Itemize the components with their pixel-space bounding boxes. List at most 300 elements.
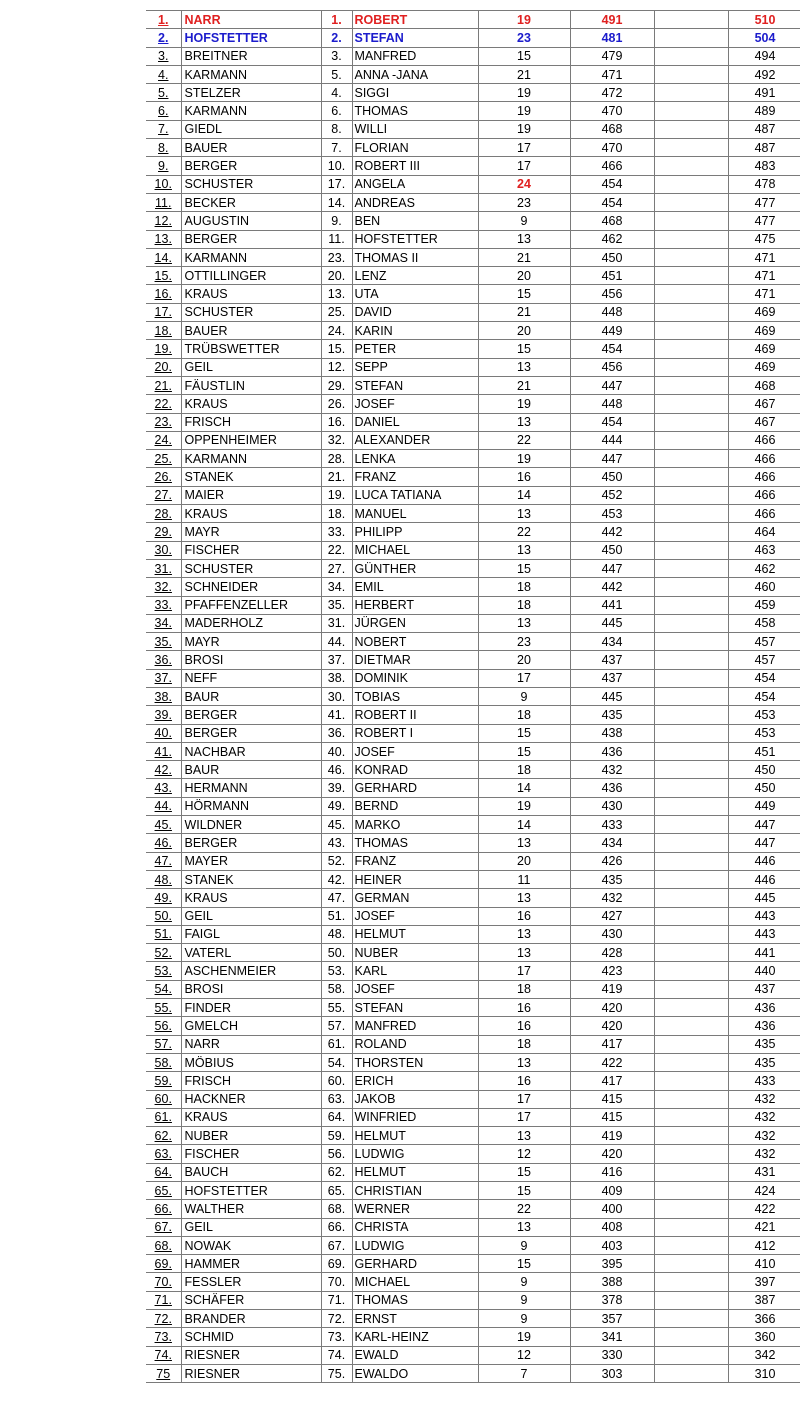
- total-cell: 421: [728, 1218, 800, 1236]
- table-row: [146, 1236, 800, 1254]
- rank-cell: [146, 376, 181, 394]
- first-name-cell: HERBERT: [352, 596, 478, 614]
- first-name-cell: MANFRED: [352, 1017, 478, 1035]
- score-b-cell: 438: [570, 724, 654, 742]
- last-name-cell: BECKER: [181, 193, 321, 211]
- score-a-cell: 20: [478, 651, 570, 669]
- last-name-cell: GIEDL: [181, 120, 321, 138]
- score-b-cell: 420: [570, 1017, 654, 1035]
- table-row: [146, 431, 800, 449]
- first-name-cell: ROBERT I: [352, 724, 478, 742]
- rank-cell: [146, 852, 181, 870]
- total-cell: 432: [728, 1108, 800, 1126]
- rank-cell: [146, 322, 181, 340]
- table-row: [146, 761, 800, 779]
- first-name-cell: HEINER: [352, 870, 478, 888]
- rank-cell: [146, 431, 181, 449]
- score-a-cell: 15: [478, 1182, 570, 1200]
- last-name-cell: KARMANN: [181, 65, 321, 83]
- score-b-cell: 481: [570, 29, 654, 47]
- rank-label: 18.: [154, 323, 172, 338]
- first-name-cell: MANFRED: [352, 47, 478, 65]
- table-row: [146, 267, 800, 285]
- score-b-cell: 422: [570, 1053, 654, 1071]
- score-b-cell: 448: [570, 303, 654, 321]
- total-cell: 492: [728, 65, 800, 83]
- rank-label: 19.: [154, 341, 172, 356]
- first-name-cell: DIETMAR: [352, 651, 478, 669]
- first-name-cell: DOMINIK: [352, 669, 478, 687]
- score-b-cell: 437: [570, 669, 654, 687]
- rank-label: 14.: [154, 250, 172, 265]
- last-name-cell: KARMANN: [181, 248, 321, 266]
- score-b-cell: 442: [570, 523, 654, 541]
- total-cell: 453: [728, 724, 800, 742]
- start-number-cell: 58.: [321, 980, 352, 998]
- rank-label: 7.: [158, 122, 169, 137]
- score-b-cell: 420: [570, 1145, 654, 1163]
- score-a-cell: 23: [478, 633, 570, 651]
- rank-cell: [146, 157, 181, 175]
- score-a-cell: 19: [478, 120, 570, 138]
- last-name-cell: GEIL: [181, 358, 321, 376]
- rank-cell: [146, 358, 181, 376]
- last-name-cell: KARMANN: [181, 450, 321, 468]
- rank-cell: [146, 1035, 181, 1053]
- score-a-cell: 18: [478, 1035, 570, 1053]
- last-name-cell: BERGER: [181, 724, 321, 742]
- first-name-cell: CHRISTA: [352, 1218, 478, 1236]
- rank-label: 33.: [154, 598, 172, 613]
- score-b-cell: 437: [570, 651, 654, 669]
- score-a-cell: 15: [478, 1163, 570, 1181]
- table-row: [146, 102, 800, 120]
- table-row: [146, 1090, 800, 1108]
- rank-label: 3.: [158, 49, 169, 64]
- rank-cell: [146, 1328, 181, 1346]
- start-number-cell: 10.: [321, 157, 352, 175]
- rank-label: 43.: [154, 781, 172, 796]
- last-name-cell: NEFF: [181, 669, 321, 687]
- last-name-cell: BRANDER: [181, 1310, 321, 1328]
- rank-label: 51.: [154, 927, 172, 942]
- start-number-cell: 12.: [321, 358, 352, 376]
- table-row: [146, 559, 800, 577]
- first-name-cell: LENZ: [352, 267, 478, 285]
- rank-cell: [146, 834, 181, 852]
- rank-label: 16.: [154, 287, 172, 302]
- rank-cell: [146, 523, 181, 541]
- start-number-cell: 25.: [321, 303, 352, 321]
- empty-cell: [654, 1255, 728, 1273]
- last-name-cell: OTTILLINGER: [181, 267, 321, 285]
- table-row: [146, 322, 800, 340]
- total-cell: 440: [728, 962, 800, 980]
- start-number-cell: 72.: [321, 1310, 352, 1328]
- last-name-cell: BAUR: [181, 761, 321, 779]
- score-a-cell: 20: [478, 267, 570, 285]
- rank-cell: [146, 596, 181, 614]
- rank-label: 50.: [154, 909, 172, 924]
- score-a-cell: 21: [478, 248, 570, 266]
- rank-label: 25.: [154, 451, 172, 466]
- last-name-cell: ASCHENMEIER: [181, 962, 321, 980]
- total-cell: 466: [728, 431, 800, 449]
- score-a-cell: 15: [478, 742, 570, 760]
- last-name-cell: SCHÄFER: [181, 1291, 321, 1309]
- score-b-cell: 468: [570, 120, 654, 138]
- first-name-cell: EMIL: [352, 578, 478, 596]
- empty-cell: [654, 980, 728, 998]
- start-number-cell: 49.: [321, 797, 352, 815]
- last-name-cell: NOWAK: [181, 1236, 321, 1254]
- start-number-cell: 35.: [321, 596, 352, 614]
- rank-cell: [146, 541, 181, 559]
- table-row: [146, 1072, 800, 1090]
- empty-cell: [654, 505, 728, 523]
- rank-cell: [146, 29, 181, 47]
- rank-cell: [146, 212, 181, 230]
- empty-cell: [654, 1236, 728, 1254]
- score-a-cell: 13: [478, 925, 570, 943]
- table-row: [146, 65, 800, 83]
- start-number-cell: 56.: [321, 1145, 352, 1163]
- first-name-cell: CHRISTIAN: [352, 1182, 478, 1200]
- rank-cell: [146, 1017, 181, 1035]
- score-b-cell: 451: [570, 267, 654, 285]
- table-row: [146, 11, 800, 29]
- rank-cell: [146, 779, 181, 797]
- table-row: [146, 212, 800, 230]
- score-b-cell: 445: [570, 687, 654, 705]
- last-name-cell: BERGER: [181, 230, 321, 248]
- rank-label: 10.: [154, 177, 172, 192]
- rank-label: 37.: [154, 671, 172, 686]
- score-a-cell: 19: [478, 102, 570, 120]
- total-cell: 435: [728, 1035, 800, 1053]
- table-row: [146, 742, 800, 760]
- rank-label: 11.: [155, 195, 172, 210]
- first-name-cell: MICHAEL: [352, 541, 478, 559]
- rank-cell: [146, 1218, 181, 1236]
- score-a-cell: 18: [478, 706, 570, 724]
- score-a-cell: 19: [478, 1328, 570, 1346]
- start-number-cell: 1.: [321, 11, 352, 29]
- first-name-cell: ANDREAS: [352, 193, 478, 211]
- last-name-cell: KRAUS: [181, 889, 321, 907]
- score-a-cell: 21: [478, 65, 570, 83]
- first-name-cell: ERNST: [352, 1310, 478, 1328]
- score-b-cell: 450: [570, 541, 654, 559]
- score-a-cell: 19: [478, 84, 570, 102]
- last-name-cell: FINDER: [181, 999, 321, 1017]
- start-number-cell: 14.: [321, 193, 352, 211]
- total-cell: 431: [728, 1163, 800, 1181]
- score-b-cell: 430: [570, 925, 654, 943]
- empty-cell: [654, 139, 728, 157]
- total-cell: 449: [728, 797, 800, 815]
- first-name-cell: JOSEF: [352, 742, 478, 760]
- score-b-cell: 447: [570, 376, 654, 394]
- score-a-cell: 13: [478, 1127, 570, 1145]
- rank-label: 6.: [158, 104, 169, 119]
- start-number-cell: 52.: [321, 852, 352, 870]
- empty-cell: [654, 816, 728, 834]
- rank-label: 61.: [154, 1110, 172, 1125]
- score-b-cell: 428: [570, 944, 654, 962]
- empty-cell: [654, 834, 728, 852]
- rank-cell: [146, 1364, 181, 1382]
- score-b-cell: 445: [570, 614, 654, 632]
- total-cell: 469: [728, 340, 800, 358]
- score-a-cell: 18: [478, 596, 570, 614]
- table-row: [146, 1291, 800, 1309]
- start-number-cell: 39.: [321, 779, 352, 797]
- rank-label: 36.: [154, 653, 172, 668]
- rank-cell: [146, 1200, 181, 1218]
- last-name-cell: GMELCH: [181, 1017, 321, 1035]
- empty-cell: [654, 651, 728, 669]
- score-a-cell: 15: [478, 340, 570, 358]
- table-row: [146, 944, 800, 962]
- first-name-cell: HELMUT: [352, 1127, 478, 1145]
- total-cell: 459: [728, 596, 800, 614]
- first-name-cell: THOMAS: [352, 102, 478, 120]
- total-cell: 436: [728, 1017, 800, 1035]
- empty-cell: [654, 706, 728, 724]
- score-b-cell: 470: [570, 102, 654, 120]
- first-name-cell: KARIN: [352, 322, 478, 340]
- total-cell: 412: [728, 1236, 800, 1254]
- table-row: [146, 1145, 800, 1163]
- empty-cell: [654, 1145, 728, 1163]
- first-name-cell: FLORIAN: [352, 139, 478, 157]
- first-name-cell: JAKOB: [352, 1090, 478, 1108]
- last-name-cell: KRAUS: [181, 395, 321, 413]
- rank-cell: [146, 1291, 181, 1309]
- rank-label: 23.: [154, 415, 172, 430]
- score-b-cell: 471: [570, 65, 654, 83]
- score-a-cell: 15: [478, 559, 570, 577]
- rank-label: 48.: [154, 872, 172, 887]
- empty-cell: [654, 1273, 728, 1291]
- rank-label: 2.: [158, 30, 169, 45]
- first-name-cell: ROBERT II: [352, 706, 478, 724]
- score-b-cell: 472: [570, 84, 654, 102]
- start-number-cell: 73.: [321, 1328, 352, 1346]
- score-b-cell: 417: [570, 1072, 654, 1090]
- start-number-cell: 50.: [321, 944, 352, 962]
- score-b-cell: 408: [570, 1218, 654, 1236]
- start-number-cell: 32.: [321, 431, 352, 449]
- last-name-cell: NACHBAR: [181, 742, 321, 760]
- rank-label: 57.: [154, 1037, 172, 1052]
- empty-cell: [654, 1182, 728, 1200]
- last-name-cell: BREITNER: [181, 47, 321, 65]
- rank-cell: [146, 889, 181, 907]
- last-name-cell: FISCHER: [181, 1145, 321, 1163]
- start-number-cell: 61.: [321, 1035, 352, 1053]
- empty-cell: [654, 1291, 728, 1309]
- empty-cell: [654, 248, 728, 266]
- table-row: [146, 193, 800, 211]
- score-a-cell: 20: [478, 852, 570, 870]
- table-row: [146, 834, 800, 852]
- table-row: [146, 870, 800, 888]
- empty-cell: [654, 999, 728, 1017]
- rank-label: 22.: [154, 396, 172, 411]
- start-number-cell: 48.: [321, 925, 352, 943]
- total-cell: 397: [728, 1273, 800, 1291]
- score-a-cell: 17: [478, 669, 570, 687]
- table-row: [146, 1346, 800, 1364]
- rank-cell: [146, 633, 181, 651]
- rank-cell: [146, 120, 181, 138]
- rank-cell: [146, 1346, 181, 1364]
- score-a-cell: 13: [478, 413, 570, 431]
- rank-cell: [146, 47, 181, 65]
- first-name-cell: SIGGI: [352, 84, 478, 102]
- score-b-cell: 419: [570, 980, 654, 998]
- score-a-cell: 15: [478, 724, 570, 742]
- total-cell: 457: [728, 633, 800, 651]
- table-row: [146, 925, 800, 943]
- table-row: [146, 999, 800, 1017]
- last-name-cell: SCHNEIDER: [181, 578, 321, 596]
- first-name-cell: LUCA TATIANA: [352, 486, 478, 504]
- table-row: [146, 285, 800, 303]
- rank-label: 30.: [154, 543, 172, 558]
- table-row: [146, 340, 800, 358]
- last-name-cell: KARMANN: [181, 102, 321, 120]
- last-name-cell: BAUCH: [181, 1163, 321, 1181]
- rank-cell: [146, 84, 181, 102]
- first-name-cell: WINFRIED: [352, 1108, 478, 1126]
- empty-cell: [654, 870, 728, 888]
- last-name-cell: BROSI: [181, 980, 321, 998]
- start-number-cell: 13.: [321, 285, 352, 303]
- total-cell: 435: [728, 1053, 800, 1071]
- start-number-cell: 16.: [321, 413, 352, 431]
- rank-label: 24.: [154, 433, 172, 448]
- rank-cell: [146, 651, 181, 669]
- start-number-cell: 42.: [321, 870, 352, 888]
- start-number-cell: 55.: [321, 999, 352, 1017]
- last-name-cell: HACKNER: [181, 1090, 321, 1108]
- table-row: [146, 1200, 800, 1218]
- table-row: [146, 1364, 800, 1382]
- table-row: [146, 303, 800, 321]
- table-row: [146, 395, 800, 413]
- total-cell: 489: [728, 102, 800, 120]
- table-row: [146, 1255, 800, 1273]
- last-name-cell: SCHUSTER: [181, 303, 321, 321]
- score-b-cell: 479: [570, 47, 654, 65]
- empty-cell: [654, 724, 728, 742]
- score-b-cell: 442: [570, 578, 654, 596]
- score-b-cell: 433: [570, 816, 654, 834]
- first-name-cell: EWALD: [352, 1346, 478, 1364]
- rank-cell: [146, 706, 181, 724]
- rank-cell: [146, 193, 181, 211]
- start-number-cell: 21.: [321, 468, 352, 486]
- last-name-cell: MAYR: [181, 523, 321, 541]
- first-name-cell: ERICH: [352, 1072, 478, 1090]
- total-cell: 491: [728, 84, 800, 102]
- first-name-cell: LUDWIG: [352, 1236, 478, 1254]
- start-number-cell: 71.: [321, 1291, 352, 1309]
- first-name-cell: HELMUT: [352, 1163, 478, 1181]
- last-name-cell: BERGER: [181, 834, 321, 852]
- empty-cell: [654, 230, 728, 248]
- first-name-cell: THOMAS: [352, 834, 478, 852]
- start-number-cell: 9.: [321, 212, 352, 230]
- first-name-cell: NUBER: [352, 944, 478, 962]
- rank-label: 21.: [154, 378, 172, 393]
- start-number-cell: 70.: [321, 1273, 352, 1291]
- score-b-cell: 415: [570, 1090, 654, 1108]
- score-b-cell: 454: [570, 193, 654, 211]
- first-name-cell: DANIEL: [352, 413, 478, 431]
- total-cell: 466: [728, 486, 800, 504]
- first-name-cell: MARKO: [352, 816, 478, 834]
- score-b-cell: 430: [570, 797, 654, 815]
- last-name-cell: FÄUSTLIN: [181, 376, 321, 394]
- first-name-cell: STEFAN: [352, 29, 478, 47]
- first-name-cell: GERHARD: [352, 1255, 478, 1273]
- last-name-cell: HÖRMANN: [181, 797, 321, 815]
- rank-cell: [146, 303, 181, 321]
- last-name-cell: BERGER: [181, 706, 321, 724]
- total-cell: 466: [728, 505, 800, 523]
- rank-cell: [146, 669, 181, 687]
- score-b-cell: 452: [570, 486, 654, 504]
- table-row: [146, 816, 800, 834]
- first-name-cell: BEN: [352, 212, 478, 230]
- start-number-cell: 7.: [321, 139, 352, 157]
- table-row: [146, 779, 800, 797]
- table-row: [146, 139, 800, 157]
- rank-cell: [146, 505, 181, 523]
- score-a-cell: 17: [478, 1108, 570, 1126]
- empty-cell: [654, 267, 728, 285]
- total-cell: 487: [728, 139, 800, 157]
- score-b-cell: 450: [570, 248, 654, 266]
- score-a-cell: 22: [478, 431, 570, 449]
- last-name-cell: HOFSTETTER: [181, 1182, 321, 1200]
- empty-cell: [654, 431, 728, 449]
- first-name-cell: KARL-HEINZ: [352, 1328, 478, 1346]
- score-b-cell: 409: [570, 1182, 654, 1200]
- first-name-cell: GERMAN: [352, 889, 478, 907]
- score-b-cell: 447: [570, 450, 654, 468]
- start-number-cell: 57.: [321, 1017, 352, 1035]
- empty-cell: [654, 29, 728, 47]
- rank-label: 39.: [154, 707, 172, 722]
- rank-cell: [146, 1182, 181, 1200]
- score-a-cell: 13: [478, 1218, 570, 1236]
- score-b-cell: 378: [570, 1291, 654, 1309]
- rank-label: 66.: [154, 1201, 172, 1216]
- total-cell: 471: [728, 285, 800, 303]
- empty-cell: [654, 1127, 728, 1145]
- start-number-cell: 30.: [321, 687, 352, 705]
- score-a-cell: 16: [478, 1072, 570, 1090]
- last-name-cell: WILDNER: [181, 816, 321, 834]
- first-name-cell: THOMAS: [352, 1291, 478, 1309]
- start-number-cell: 31.: [321, 614, 352, 632]
- rank-label: 55.: [154, 1000, 172, 1015]
